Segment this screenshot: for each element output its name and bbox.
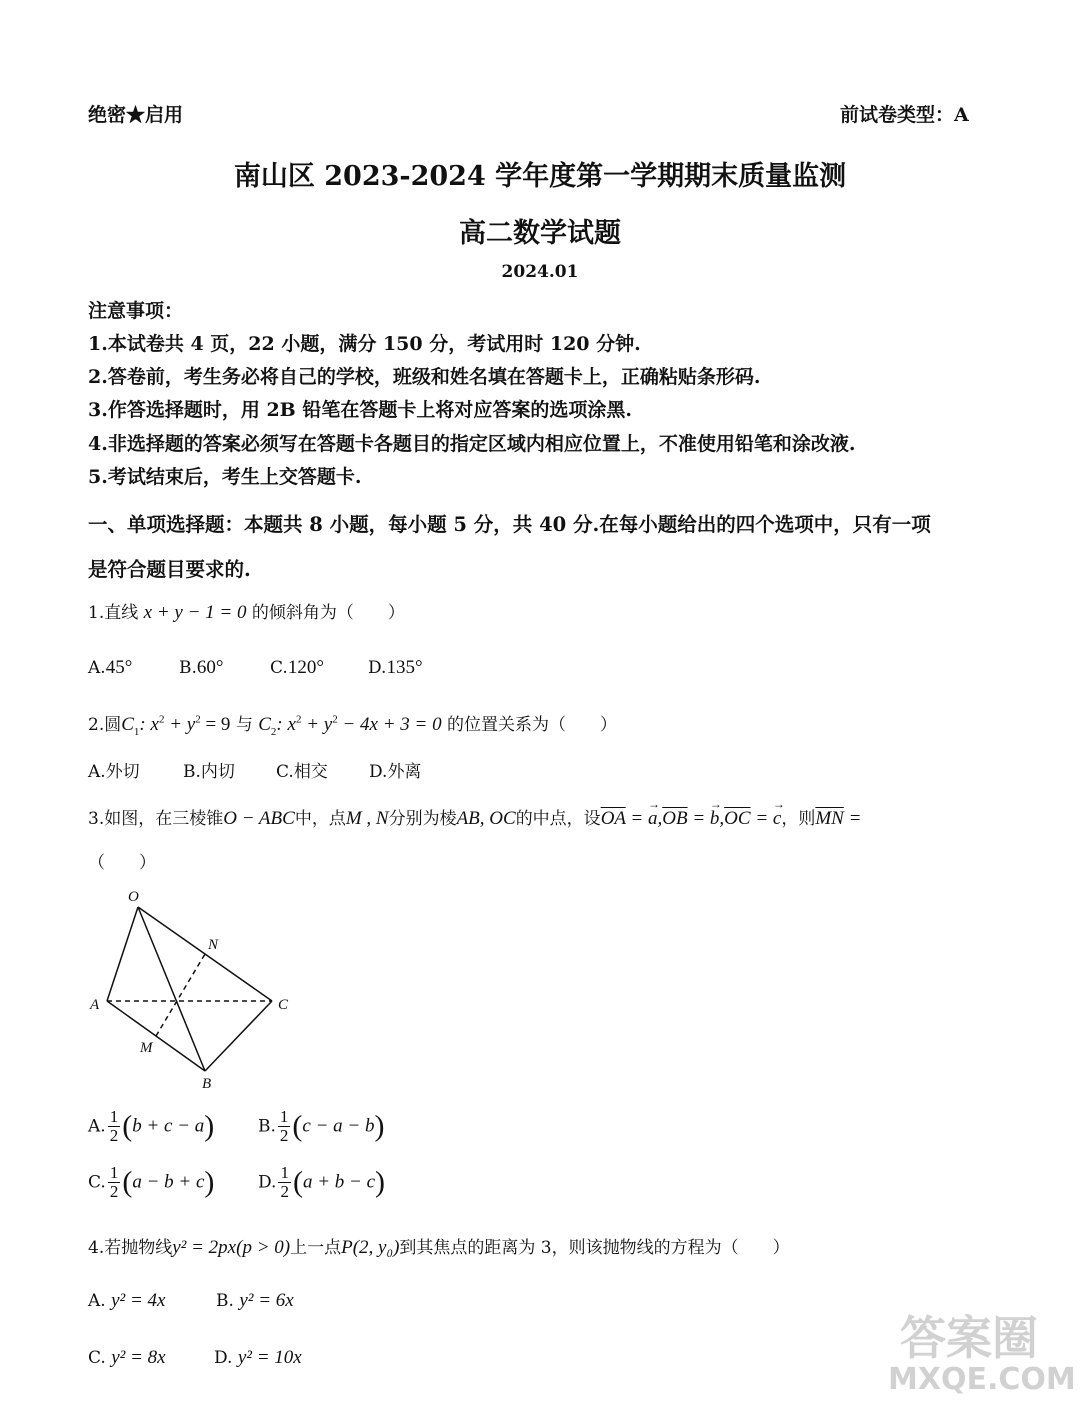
pyramid-figure [80, 885, 300, 1095]
q2-option-a [88, 757, 140, 782]
q4-option-a-value: y² = 4x [111, 1290, 166, 1311]
q1-option-c-value: 120° [287, 657, 324, 678]
q4-option-a-label: A. [88, 1291, 106, 1311]
notice-item-5: 5.考试结束后，考生上交答题卡. [88, 466, 362, 488]
q4-option-b [216, 1290, 294, 1312]
q3-option-c-den: 2 [109, 1181, 119, 1201]
exam-date: 2024.01 [501, 262, 579, 282]
section-heading-line1: 一、单项选择题：本题共 8 小题，每小题 5 分，共 40 分.在每小题给出的四个选项中，只有一项 [88, 513, 931, 536]
q2-option-d-value: 外离 [387, 762, 422, 782]
question-1 [88, 598, 405, 624]
circle-1-name: C [121, 714, 134, 735]
vector-b: → b [710, 808, 720, 830]
notice-heading: 注意事项： [88, 300, 184, 322]
q4-option-c-label: C. [88, 1348, 106, 1368]
watermark-bottom: MXQE.COM [888, 1362, 1076, 1397]
section-heading-line2: 是符合题目要求的. [88, 558, 251, 581]
question-2-mid: 与 [235, 715, 253, 735]
q3-option-a-den: 2 [109, 1125, 119, 1145]
circle-2-sq-y: 2 [332, 713, 338, 726]
q1-option-b-value: 60° [196, 657, 224, 678]
question-3-paren: （ ） [88, 853, 156, 873]
q3-option-b-num: 1 [279, 1107, 289, 1126]
q2-option-d-label: D. [369, 762, 388, 782]
q2-option-d [369, 757, 421, 782]
question-3-pyramid: O − ABC [223, 808, 295, 829]
vector-c: → c [773, 808, 781, 830]
circle-1-sq-x: 2 [158, 713, 165, 726]
question-3-points: M , N [345, 808, 389, 829]
q4-option-d-value: y² = 10x [237, 1347, 302, 1368]
q2-option-a-label: A. [88, 762, 106, 782]
q2-option-c-label: C. [276, 762, 294, 782]
label-m: M [140, 1040, 153, 1056]
q2-option-b-label: B. [183, 762, 201, 782]
q4-option-c [88, 1347, 166, 1369]
circle-2-eq-c: − 4x + 3 = 0 [337, 714, 442, 735]
paper-type-label: 前试卷类型：A [840, 104, 969, 126]
q3-option-c-num: 1 [109, 1163, 119, 1182]
confidential-label: 绝密★启用 [88, 104, 184, 126]
notice-item-1: 1.本试卷共 4 页，22 小题，满分 150 分，考试用时 120 分钟. [88, 333, 641, 355]
q4-option-a [88, 1290, 165, 1312]
question-3-text-3: 分别为棱 [388, 809, 457, 829]
notice-item-4: 4.非选择题的答案必须写在答题卡各题目的指定区域内相应位置上，不准使用铅笔和涂改液. [88, 433, 856, 455]
q3-option-d: D. $\frac{1}{2}$ (a + b − c) [258, 1163, 386, 1201]
exam-title: 南山区 2023-2024 学年度第一学期期末质量监测 [233, 161, 847, 192]
edge-oa [107, 907, 138, 1001]
circle-1-eq-a: : x [139, 714, 159, 735]
q2-option-a-value: 外切 [105, 762, 140, 782]
circle-1-sub: 1 [133, 725, 140, 738]
q2-option-b-value: 内切 [200, 762, 235, 782]
question-2-suffix: 的位置关系为（ ） [447, 715, 618, 735]
comma-2: , [719, 808, 725, 829]
question-3-text-1: 3.如图，在三棱锥 [88, 809, 224, 829]
segment-mn-dashed [156, 954, 205, 1036]
q4-option-d [214, 1347, 302, 1369]
label-b: B [202, 1076, 212, 1092]
q3-option-d-den: 2 [280, 1181, 289, 1201]
q3-option-d-num: 1 [280, 1163, 289, 1182]
q3-option-b: B. $\frac{1}{2}$ (c − a − b) [258, 1107, 385, 1145]
q3-option-d-expr: a + b − c [302, 1171, 376, 1193]
comma-1: , [657, 808, 663, 829]
watermark-top: 答案圈 [900, 1311, 1038, 1365]
notice-item-3: 3.作答选择题时，用 2B 铅笔在答题卡上将对应答案的选项涂黑. [88, 399, 632, 421]
question-3-text-2: 中，点 [294, 809, 346, 829]
question-2 [88, 710, 617, 738]
q1-option-b [179, 657, 224, 679]
question-3: 3.如图，在三棱锥O − ABC中，点M , N分别为棱AB, OC的中点，设$\overline{OA}$ = → $a,\overline{OB}$ = → $b,\overline{OC}$ = → c，则$\overline{MN}$ = [88, 804, 861, 830]
circle-1-eq-b: + y [164, 714, 196, 735]
question-4-text-2: 上一点 [290, 1238, 342, 1258]
q3-option-b-label: B. [258, 1116, 276, 1137]
circle-2-sq-x: 2 [295, 713, 302, 726]
q1-option-c [270, 657, 324, 679]
question-4-prefix: 4.若抛物线 [88, 1238, 173, 1258]
edge-oc [138, 907, 272, 1001]
circle-1-eq-c: = 9 [200, 714, 231, 735]
q3-option-c-label: C. [88, 1172, 106, 1193]
q1-option-d [368, 657, 423, 679]
question-1-equation: x + y − 1 = 0 [143, 602, 247, 623]
q2-option-c-value: 相交 [293, 762, 328, 782]
notice-item-2: 2.答卷前，考生务必将自己的学校，班级和姓名填在答题卡上，正确粘贴条形码. [88, 366, 761, 388]
question-4-suffix: 到其焦点的距离为 3，则该抛物线的方程为（ ） [399, 1238, 790, 1258]
question-4 [88, 1233, 790, 1259]
question-3-text-4: 的中点，设 [515, 809, 601, 829]
q3-option-a-num: 1 [109, 1107, 119, 1126]
circle-2-sub: 2 [270, 725, 277, 738]
q1-option-b-label: B. [179, 658, 197, 678]
label-a: A [90, 997, 100, 1013]
q3-option-a-label: A. [88, 1116, 106, 1137]
q1-option-c-label: C. [270, 658, 288, 678]
question-3-text-5: ，则 [781, 809, 816, 829]
label-c: C [278, 997, 289, 1013]
vector-oa: $\overline{OA}$ [600, 808, 626, 829]
vector-a: → a [648, 808, 658, 830]
question-3-equals: = [843, 808, 862, 829]
vector-oc: $\overline{OC}$ [724, 808, 751, 829]
q4-option-b-label: B. [216, 1291, 234, 1311]
q2-option-c [276, 757, 328, 782]
question-4-point: P(2, y₀) [341, 1237, 400, 1258]
q3-option-c: C. $\frac{1}{2}$ (a − b + c) [88, 1163, 215, 1201]
question-3-edges: AB, OC [456, 808, 516, 829]
question-1-prefix: 1.直线 [88, 603, 139, 623]
question-1-suffix: 的倾斜角为（ ） [251, 603, 405, 623]
q3-option-a-expr: b + c − a [132, 1115, 205, 1137]
q1-option-d-value: 135° [386, 657, 423, 678]
q3-option-a: A. $\frac{1}{2}$ (b + c − a) [88, 1107, 215, 1145]
q3-option-c-expr: a − b + c [132, 1171, 205, 1193]
vector-mn: $\overline{MN}$ [815, 808, 844, 829]
question-4-parabola: y² = 2px(p > 0) [172, 1237, 291, 1258]
watermark-logo [870, 1300, 1076, 1405]
q3-option-b-expr: c − a − b [302, 1115, 375, 1137]
question-2-prefix: 2.圆 [88, 715, 122, 735]
q1-option-a-label: A. [88, 658, 106, 678]
circle-1-sq-y: 2 [195, 713, 201, 726]
q1-option-d-label: D. [368, 658, 387, 678]
q4-option-b-value: y² = 6x [239, 1290, 294, 1311]
circle-2-name: C [258, 714, 271, 735]
label-n: N [208, 937, 219, 953]
q2-option-b [183, 757, 235, 782]
edge-bc [205, 1001, 272, 1071]
q4-option-d-label: D. [214, 1348, 233, 1368]
circle-2-eq-b: + y [301, 714, 333, 735]
vector-ob: $\overline{OB}$ [662, 808, 688, 829]
q4-option-c-value: y² = 8x [111, 1347, 166, 1368]
exam-subtitle: 高二数学试题 [459, 218, 621, 249]
q3-option-d-label: D. [258, 1172, 277, 1193]
circle-2-eq-a: : x [276, 714, 296, 735]
label-o: O [128, 889, 139, 905]
q1-option-a [88, 657, 132, 679]
q3-option-b-den: 2 [279, 1125, 289, 1145]
q1-option-a-value: 45° [105, 657, 133, 678]
